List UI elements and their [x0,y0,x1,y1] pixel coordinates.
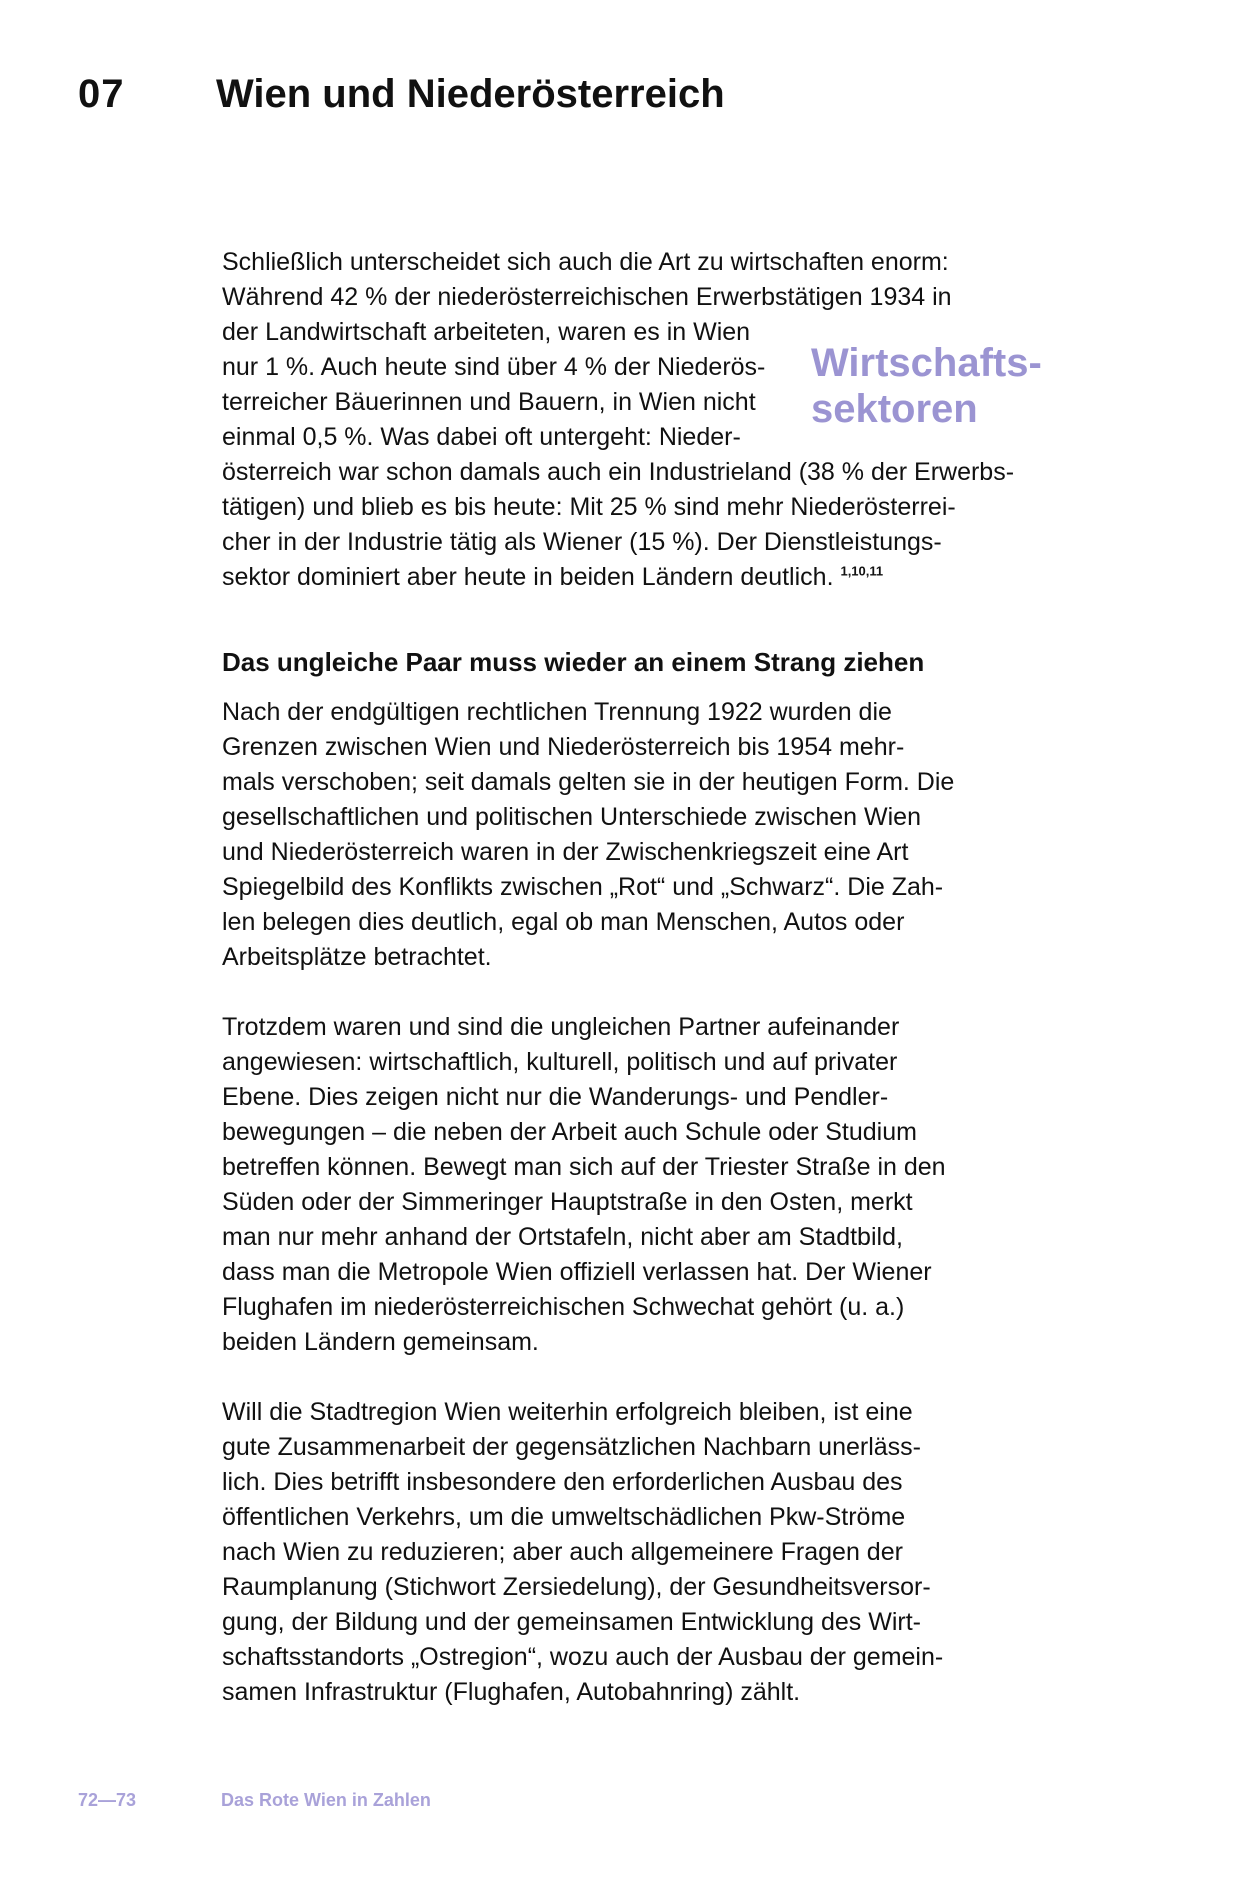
book-title: Das Rote Wien in Zahlen [221,1790,431,1810]
text-line: Arbeitsplätze betrachtet. [222,943,492,971]
chapter-title: Wien und Niederösterreich [216,72,725,116]
text-line: einmal 0,5 %. Was dabei oft untergeht: Nieder- [222,423,741,451]
chapter-header [78,72,1200,132]
sidenote-line-2: sektoren [811,387,978,431]
text-line: gung, der Bildung und der gemeinsamen Entwicklung des Wirt- [222,1608,921,1636]
text-line: Will die Stadtregion Wien weiterhin erfolgreich bleiben, ist eine [222,1398,913,1426]
text-line: Süden oder der Simmeringer Hauptstraße in den Osten, merkt [222,1188,913,1216]
text-line: Während 42 % der niederösterreichischen Erwerbstätigen 1934 in [222,283,952,311]
section-heading: Das ungleiche Paar muss wieder an einem Strang ziehen [222,647,925,677]
text-line: Flughafen im niederösterreichischen Schwechat gehört (u. a.) [222,1293,905,1321]
text-line: nur 1 %. Auch heute sind über 4 % der Niederös- [222,353,766,381]
text-line: gesellschaftlichen und politischen Unterschiede zwischen Wien [222,803,921,831]
text-line: österreich war schon damals auch ein Industrieland (38 % der Erwerbs- [222,458,1015,486]
page-numbers: 72—73 [78,1790,137,1810]
text-fragment: sektor dominiert aber heute in beiden Ländern deutlich. [222,563,834,591]
text-line: tätigen) und blieb es bis heute: Mit 25 % sind mehr Niederösterrei- [222,493,956,521]
text-line: Ebene. Dies zeigen nicht nur die Wanderungs- und Pendler- [222,1083,889,1111]
paragraph-wirtschaftssektoren [222,245,1015,595]
sidenote-line-1: Wirtschafts- [811,341,1042,385]
text-line: bewegungen – die neben der Arbeit auch Schule oder Studium [222,1118,917,1146]
text-line: nach Wien zu reduzieren; aber auch allgemeinere Fragen der [222,1538,903,1566]
paragraph-zusammenarbeit [222,1395,1012,1710]
text-line: mals verschoben; seit damals gelten sie in der heutigen Form. Die [222,768,955,796]
text-line: len belegen dies deutlich, egal ob man Menschen, Autos oder [222,908,905,936]
main-content [222,245,1015,1710]
footnote-reference: 1,10,11 [840,563,884,579]
text-line: gute Zusammenarbeit der gegensätzlichen Nachbarn unerläss- [222,1433,921,1461]
text-line: öffentlichen Verkehrs, um die umweltschädlichen Pkw-Ströme [222,1503,906,1531]
text-line: Grenzen zwischen Wien und Niederösterreich bis 1954 mehr- [222,733,905,761]
text-line: lich. Dies betrifft insbesondere den erforderlichen Ausbau des [222,1468,903,1496]
text-line: cher in der Industrie tätig als Wiener (15 %). Der Dienstleistungs- [222,528,942,556]
text-line: Trotzdem waren und sind die ungleichen Partner aufeinander [222,1013,900,1041]
text-line: angewiesen: wirtschaftlich, kulturell, politisch und auf privater [222,1048,898,1076]
text-line: samen Infrastruktur (Flughafen, Autobahnring) zählt. [222,1678,801,1706]
text-line: schaftsstandorts „Ostregion“, wozu auch der Ausbau der gemein- [222,1643,944,1671]
text-line: betreffen können. Bewegt man sich auf der Triester Straße in den [222,1153,946,1181]
paragraph-trennung [222,695,1012,975]
text-line: und Niederösterreich waren in der Zwischenkriegszeit eine Art [222,838,909,866]
text-line: der Landwirtschaft arbeiteten, waren es in Wien [222,318,751,346]
text-line-last [222,560,1012,595]
text-line: beiden Ländern gemeinsam. [222,1328,539,1356]
text-line: Raumplanung (Stichwort Zersiedelung), der Gesundheitsversor- [222,1573,931,1601]
text-line: Spiegelbild des Konflikts zwischen „Rot“ und „Schwarz“. Die Zah- [222,873,944,901]
text-line: man nur mehr anhand der Ortstafeln, nicht aber am Stadtbild, [222,1223,903,1251]
text-line: Nach der endgültigen rechtlichen Trennung 1922 wurden die [222,698,892,726]
text-line: dass man die Metropole Wien offiziell verlassen hat. Der Wiener [222,1258,932,1286]
text-line: terreicher Bäuerinnen und Bauern, in Wien nicht [222,388,756,416]
text-line: Schließlich unterscheidet sich auch die Art zu wirtschaften enorm: [222,248,949,276]
paragraph-partner [222,1010,1012,1360]
chapter-number: 07 [78,72,125,116]
